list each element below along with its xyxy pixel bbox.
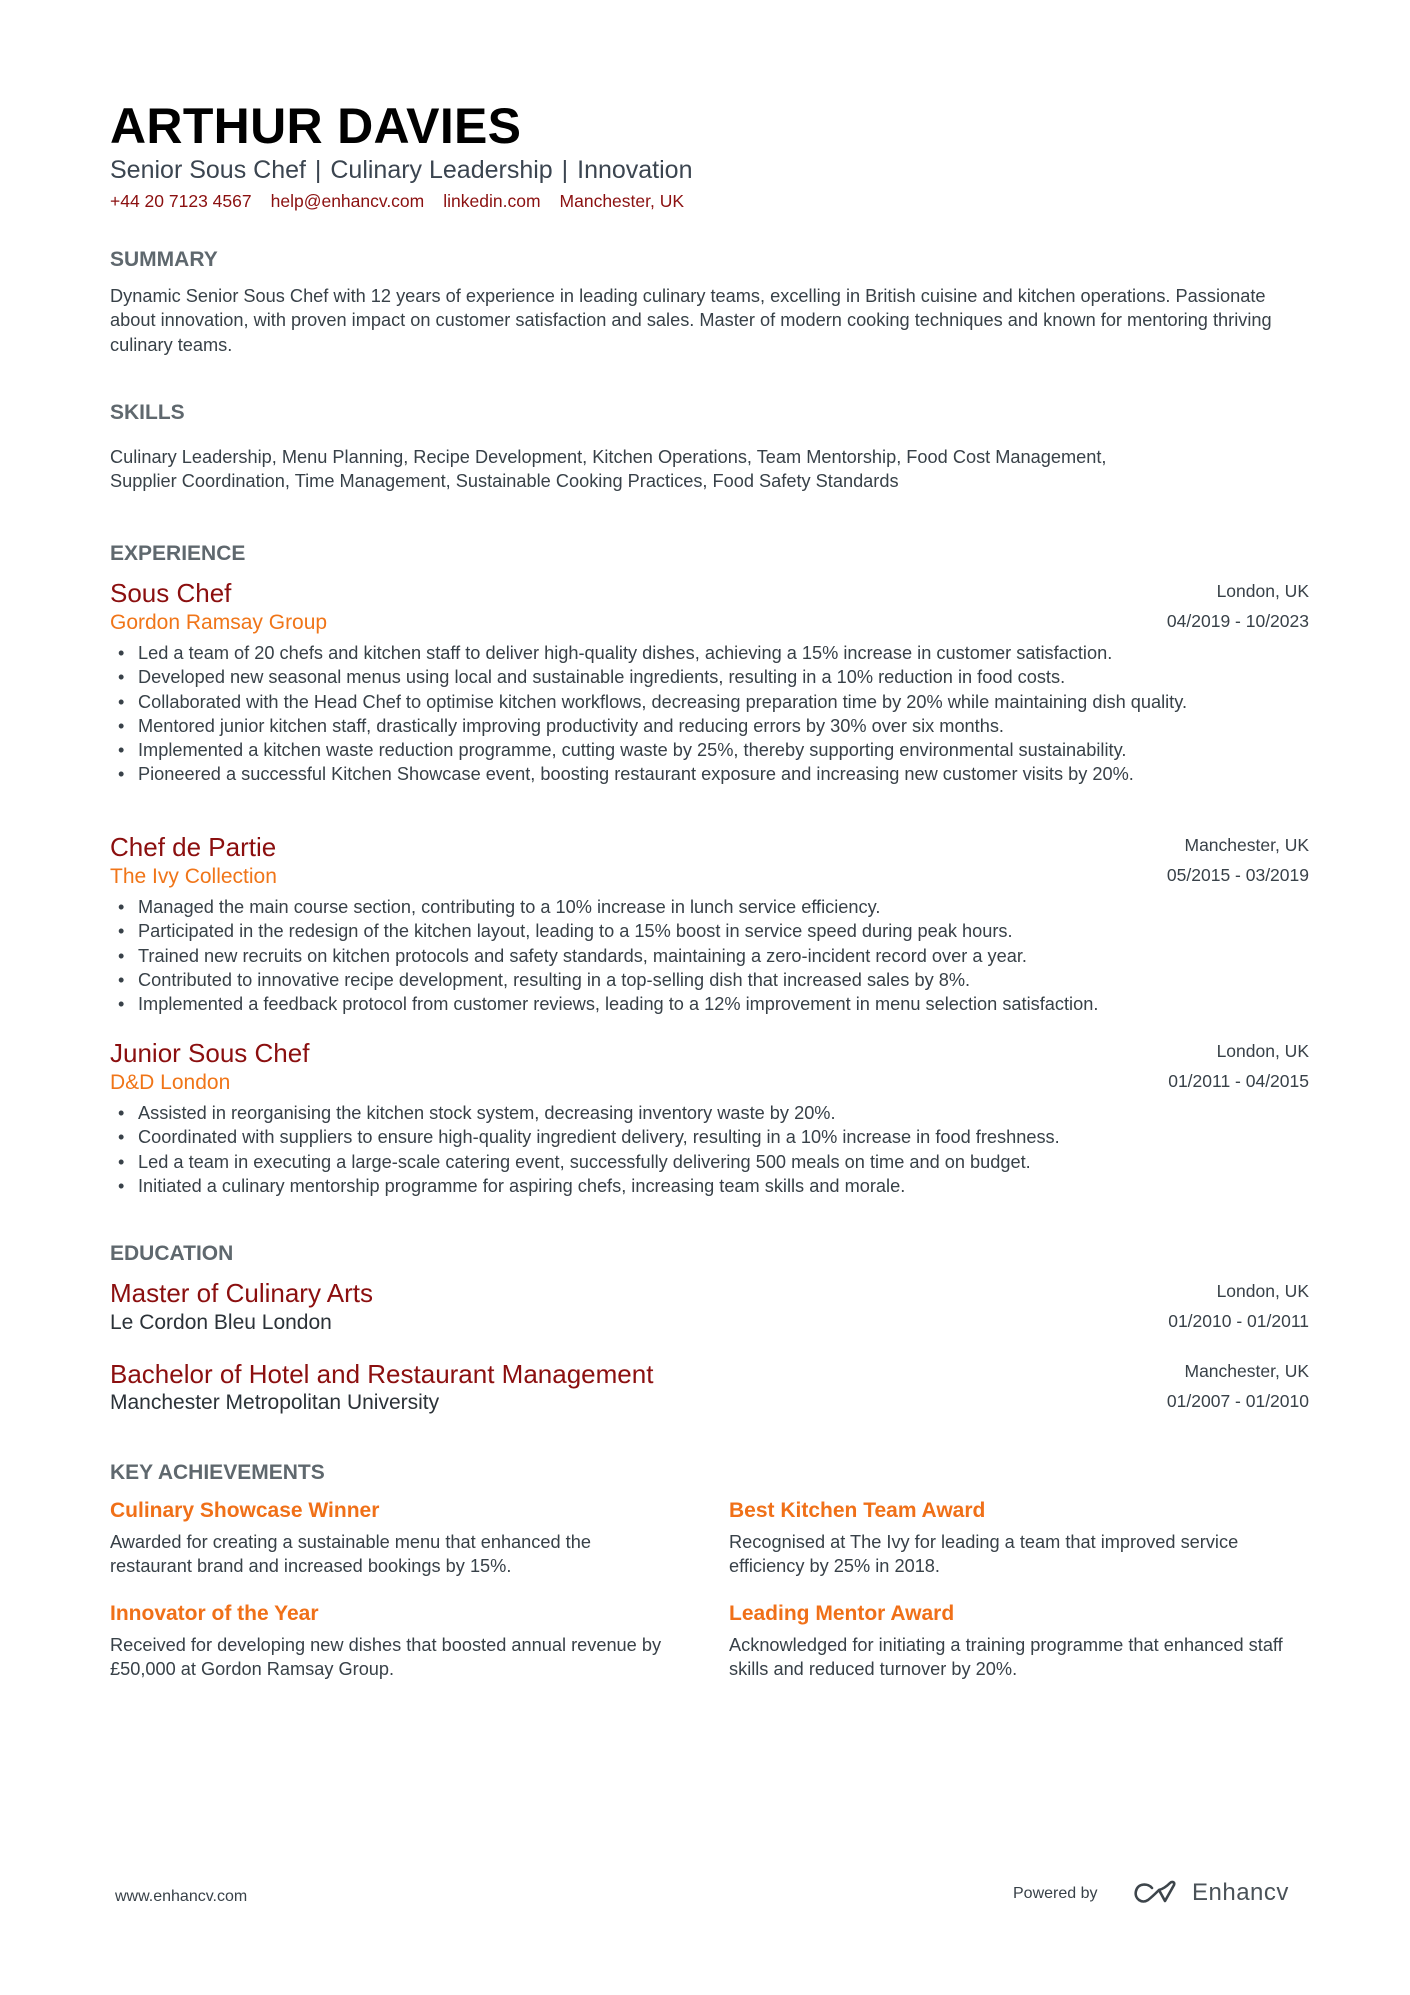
location-text: Manchester, UK <box>559 191 685 211</box>
section-heading-skills: SKILLS <box>110 401 185 424</box>
bullet-item: • Led a team in executing a large-scale catering event, successfully delivering 500 meals on time and on budget. <box>110 1150 1310 1174</box>
footer-website-link[interactable]: www.enhancv.com <box>115 1888 248 1905</box>
achievement-title: Innovator of the Year <box>110 1602 319 1625</box>
bullet-item: • Mentored junior kitchen staff, drastically improving productivity and reducing errors by 30% over six months. <box>110 714 1310 738</box>
bullet-item: • Contributed to innovative recipe development, resulting in a top-selling dish that increased sales by 8%. <box>110 968 1310 992</box>
job-title: Sous Chef <box>110 578 232 608</box>
achievement-desc: Recognised at The Ivy for leading a team that improved service efficiency by 25% in 2018. <box>729 1532 1239 1577</box>
job-dates: 04/2019 - 10/2023 <box>1166 611 1309 631</box>
job-location: Manchester, UK <box>1184 835 1309 855</box>
headline-separator: | <box>314 156 322 184</box>
job-bullets <box>110 895 1310 1016</box>
bullet-item: • Initiated a culinary mentorship programme for aspiring chefs, increasing team skills and morale. <box>110 1174 1310 1198</box>
enhancv-brand-text: Enhancv <box>1192 1879 1289 1906</box>
section-heading-summary: SUMMARY <box>110 248 218 271</box>
job-bullets <box>110 1101 1310 1198</box>
job-title: Junior Sous Chef <box>110 1038 310 1068</box>
bullet-item: • Participated in the redesign of the kitchen layout, leading to a 15% boost in service speed during peak hours. <box>110 919 1310 943</box>
contact-row <box>110 190 684 212</box>
section-heading-achievements: KEY ACHIEVEMENTS <box>110 1461 325 1484</box>
achievement-title: Culinary Showcase Winner <box>110 1499 380 1522</box>
education-school: Manchester Metropolitan University <box>110 1391 440 1414</box>
job-bullets <box>110 641 1310 787</box>
headline-separator: | <box>561 156 569 184</box>
education-degree: Master of Culinary Arts <box>110 1278 373 1308</box>
job-dates: 01/2011 - 04/2015 <box>1168 1071 1309 1091</box>
bullet-item: • Managed the main course section, contributing to a 10% increase in lunch service efficiency. <box>110 895 1310 919</box>
phone-link[interactable]: +44 20 7123 4567 <box>110 191 252 211</box>
section-heading-education: EDUCATION <box>110 1242 234 1265</box>
enhancv-logo-icon <box>1132 1879 1180 1907</box>
education-school: Le Cordon Bleu London <box>110 1311 332 1334</box>
education-location: Manchester, UK <box>1184 1361 1309 1381</box>
bullet-item: • Pioneered a successful Kitchen Showcase event, boosting restaurant exposure and increasing new customer visits by 20%. <box>110 762 1310 786</box>
bullet-item: • Implemented a kitchen waste reduction programme, cutting waste by 25%, thereby supporting environmental sustainability. <box>110 738 1310 762</box>
bullet-item: • Coordinated with suppliers to ensure high-quality ingredient delivery, resulting in a 10% increase in food freshness. <box>110 1125 1310 1149</box>
powered-by-label: Powered by <box>1013 1885 1098 1902</box>
achievement-desc: Acknowledged for initiating a training programme that enhanced staff skills and reduced turnover by 20%. <box>729 1635 1283 1680</box>
skills-line: Supplier Coordination, Time Management, Sustainable Cooking Practices, Food Safety Standards <box>110 471 899 491</box>
job-company: Gordon Ramsay Group <box>110 611 328 634</box>
education-dates: 01/2007 - 01/2010 <box>1166 1391 1309 1411</box>
education-dates: 01/2010 - 01/2011 <box>1168 1311 1309 1331</box>
section-heading-experience: EXPERIENCE <box>110 542 246 565</box>
bullet-item: • Developed new seasonal menus using local and sustainable ingredients, resulting in a 10% reduction in food costs. <box>110 665 1310 689</box>
headline-part: Culinary Leadership <box>330 156 553 184</box>
achievement-desc: Awarded for creating a sustainable menu that enhanced the restaurant brand and increased bookings by 15%. <box>110 1532 591 1577</box>
job-location: London, UK <box>1216 1041 1309 1061</box>
candidate-headline <box>110 155 693 185</box>
job-company: The Ivy Collection <box>110 865 277 888</box>
bullet-item: • Assisted in reorganising the kitchen stock system, decreasing inventory waste by 20%. <box>110 1101 1310 1125</box>
linkedin-link[interactable]: linkedin.com <box>443 191 541 211</box>
job-title: Chef de Partie <box>110 832 277 862</box>
headline-part: Innovation <box>577 156 693 184</box>
summary-text: Dynamic Senior Sous Chef with 12 years of experience in leading culinary teams, excelling in British cuisine and kitchen operations. Passionate about innovation, with proven impact on customer satisfaction and sales. Master of modern cooking techniques and known for mentoring thriving culinary teams. <box>110 286 1272 355</box>
job-dates: 05/2015 - 03/2019 <box>1166 865 1309 885</box>
achievement-desc: Received for developing new dishes that boosted annual revenue by £50,000 at Gordon Ramsay Group. <box>110 1635 662 1680</box>
email-link[interactable]: help@enhancv.com <box>270 191 425 211</box>
achievement-title: Best Kitchen Team Award <box>729 1499 986 1522</box>
education-degree: Bachelor of Hotel and Restaurant Management <box>110 1359 654 1389</box>
candidate-name: ARTHUR DAVIES <box>110 98 522 154</box>
headline-part: Senior Sous Chef <box>110 156 306 184</box>
job-location: London, UK <box>1216 581 1309 601</box>
education-location: London, UK <box>1216 1281 1309 1301</box>
achievement-title: Leading Mentor Award <box>729 1602 955 1625</box>
bullet-item: • Collaborated with the Head Chef to optimise kitchen workflows, decreasing preparation time by 20% while maintaining dish quality. <box>110 690 1310 714</box>
bullet-item: • Led a team of 20 chefs and kitchen staff to deliver high-quality dishes, achieving a 15% increase in customer satisfaction. <box>110 641 1310 665</box>
job-company: D&D London <box>110 1071 231 1094</box>
bullet-item: • Trained new recruits on kitchen protocols and safety standards, maintaining a zero-incident record over a year. <box>110 944 1310 968</box>
skills-line: Culinary Leadership, Menu Planning, Recipe Development, Kitchen Operations, Team Mentorship, Food Cost Management, <box>110 447 1107 467</box>
bullet-item: • Implemented a feedback protocol from customer reviews, leading to a 12% improvement in menu selection satisfaction. <box>110 992 1310 1016</box>
